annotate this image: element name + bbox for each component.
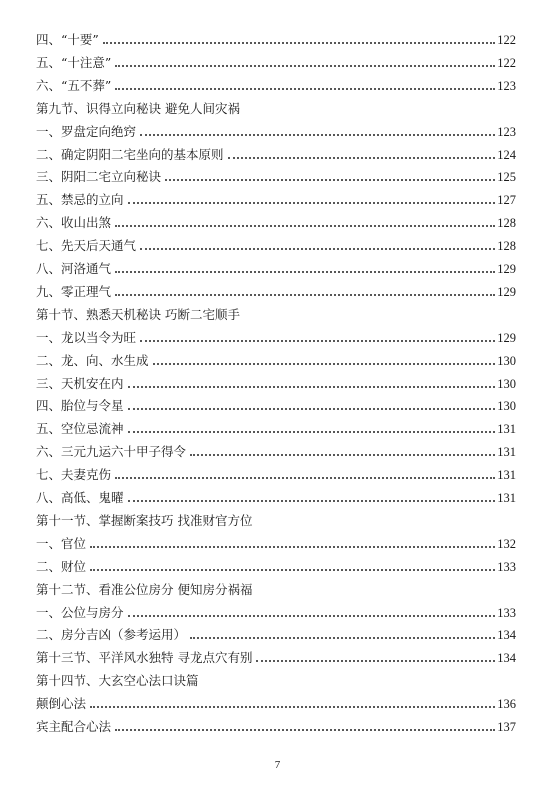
toc-entry-page: 123 xyxy=(497,124,516,139)
dot-leader xyxy=(90,546,495,548)
toc-entry-page: 128 xyxy=(497,239,516,254)
toc-entry-page: 133 xyxy=(497,605,516,620)
toc-entry-page: 134 xyxy=(497,628,516,643)
dot-leader xyxy=(115,294,495,296)
toc-entry-page: 130 xyxy=(497,353,516,368)
toc-entry-title: 第十一节、掌握断案技巧 找准财官方位 xyxy=(36,512,253,528)
toc-entry-title: 第十四节、大玄空心法口诀篇 xyxy=(36,673,199,689)
dot-leader xyxy=(90,706,495,708)
toc-entry-title: 四、胎位与令星 xyxy=(36,398,124,414)
dot-leader xyxy=(115,729,495,731)
toc-entry xyxy=(36,555,516,575)
toc-entry-page: 134 xyxy=(497,651,516,666)
toc-entry xyxy=(36,28,516,48)
dot-leader xyxy=(90,569,495,571)
toc-entry-title: 五、禁忌的立向 xyxy=(36,192,124,208)
toc-entry-title: 六、收山出煞 xyxy=(36,215,112,231)
toc-entry-page: 130 xyxy=(497,376,516,391)
toc-entry xyxy=(36,234,516,254)
toc-entry-page: 131 xyxy=(497,468,516,483)
toc-entry-title: 一、公位与房分 xyxy=(36,604,124,620)
toc-entry-title: 八、河洛通气 xyxy=(36,261,112,276)
toc-entry-page: 127 xyxy=(497,193,516,208)
toc-entry xyxy=(36,74,516,94)
toc-entry-title: 颠倒心法 xyxy=(36,696,87,712)
toc-entry-title: 一、罗盘定向绝窍 xyxy=(36,123,137,139)
toc-entry xyxy=(36,372,516,392)
toc-entry xyxy=(36,211,516,231)
toc-entry-title: 第九节、识得立向秘诀 避免人间灾祸 xyxy=(36,100,240,116)
toc-entry-title: 九、零正理气 xyxy=(36,283,112,299)
dot-leader xyxy=(115,88,495,90)
toc-entry-page: 131 xyxy=(497,422,516,437)
toc-entry xyxy=(36,601,516,621)
toc-entry-title: 一、龙以当令为旺 xyxy=(36,329,137,345)
toc-entry-page: 125 xyxy=(497,170,516,185)
dot-leader xyxy=(128,202,496,204)
page-number: 7 xyxy=(274,759,281,771)
dot-leader xyxy=(128,500,496,502)
toc-entry xyxy=(36,486,516,506)
dot-leader xyxy=(128,408,496,410)
toc-section-heading xyxy=(36,97,516,117)
toc-entry-title: 宾主配合心法 xyxy=(36,719,112,734)
toc-entry-page: 129 xyxy=(497,330,516,345)
dot-leader xyxy=(190,454,495,456)
toc-entry-title: 五、“十注意” xyxy=(36,54,112,70)
toc-entry-title: 一、官位 xyxy=(36,535,87,551)
toc-entry-page: 129 xyxy=(497,284,516,299)
toc-entry-page: 124 xyxy=(497,147,516,162)
dot-leader xyxy=(140,340,495,342)
toc-entry-title: 二、确定阴阳二宅坐向的基本原则 xyxy=(36,146,224,162)
dot-leader xyxy=(140,134,495,136)
toc-entry xyxy=(36,120,516,140)
toc-entry-page: 133 xyxy=(497,559,516,574)
toc-entry xyxy=(36,440,516,460)
dot-leader xyxy=(165,179,495,181)
dot-leader xyxy=(190,637,495,639)
toc-entry xyxy=(36,623,516,643)
toc-entry-title: 七、先天后天通气 xyxy=(36,238,137,254)
toc-entry-title: 三、阴阳二宅立向秘诀 xyxy=(36,169,162,185)
dot-leader xyxy=(128,615,496,617)
toc-entry xyxy=(36,143,516,163)
toc-entry xyxy=(36,257,516,277)
dot-leader xyxy=(115,477,495,479)
toc-entry-page: 129 xyxy=(497,262,516,276)
toc-entry xyxy=(36,349,516,369)
toc-entry-page: 128 xyxy=(497,216,516,231)
dot-leader xyxy=(153,363,496,365)
toc-entry-title: 五、空位忌流神 xyxy=(36,421,124,437)
toc-entry-title: 三、天机安在内 xyxy=(36,375,124,391)
toc-entry xyxy=(36,326,516,346)
dot-leader xyxy=(128,431,496,433)
toc-entry-page: 122 xyxy=(497,55,516,70)
dot-leader xyxy=(115,225,495,227)
toc-entry-page: 132 xyxy=(497,536,516,551)
dot-leader xyxy=(140,248,495,250)
toc-entry-title: 第十节、熟悉天机秘诀 巧断二宅顺手 xyxy=(36,306,240,322)
toc-entry xyxy=(36,51,516,71)
dot-leader xyxy=(115,271,495,273)
toc-entry-page: 131 xyxy=(497,491,516,505)
toc-entry-title: 二、房分吉凶（参考运用） xyxy=(36,627,187,643)
toc-entry-title: 七、夫妻克伤 xyxy=(36,467,112,483)
toc-entry-page: 123 xyxy=(497,78,516,93)
toc-entry xyxy=(36,463,516,483)
toc-entry xyxy=(36,280,516,300)
toc-entry xyxy=(36,646,516,666)
toc-entry-title: 第十二节、看准公位房分 便知房分祸福 xyxy=(36,581,253,597)
toc-entry xyxy=(36,188,516,208)
dot-leader xyxy=(103,42,495,44)
dot-leader xyxy=(228,157,496,159)
toc-entry xyxy=(36,692,516,712)
toc-entry-title: 第十三节、平洋风水独特 寻龙点穴有别 xyxy=(36,650,253,666)
toc-section-heading xyxy=(36,303,516,323)
toc-entry-title: 六、“五不葬” xyxy=(36,77,112,93)
toc-entry-page: 130 xyxy=(497,399,516,414)
toc-entry-page: 122 xyxy=(497,33,516,47)
dot-leader xyxy=(115,65,495,67)
toc-entry-page: 137 xyxy=(497,720,516,734)
toc-entry-title: 八、高低、鬼曜 xyxy=(36,490,124,505)
toc-entry-title: 六、三元九运六十甲子得令 xyxy=(36,444,187,460)
toc-section-heading xyxy=(36,509,516,529)
toc-entry xyxy=(36,394,516,414)
toc-entry-title: 四、“十要” xyxy=(36,32,99,47)
toc-entry-title: 二、龙、向、水生成 xyxy=(36,352,149,368)
toc-entry-page: 136 xyxy=(497,697,516,712)
toc-entry-title: 二、财位 xyxy=(36,558,87,574)
toc-entry-page: 131 xyxy=(497,445,516,460)
toc-section-heading xyxy=(36,578,516,598)
toc-section-heading xyxy=(36,669,516,689)
toc-entry xyxy=(36,165,516,185)
dot-leader xyxy=(256,660,495,662)
toc-entry xyxy=(36,532,516,552)
toc-entry xyxy=(36,715,516,735)
toc-entry xyxy=(36,417,516,437)
dot-leader xyxy=(128,386,496,388)
